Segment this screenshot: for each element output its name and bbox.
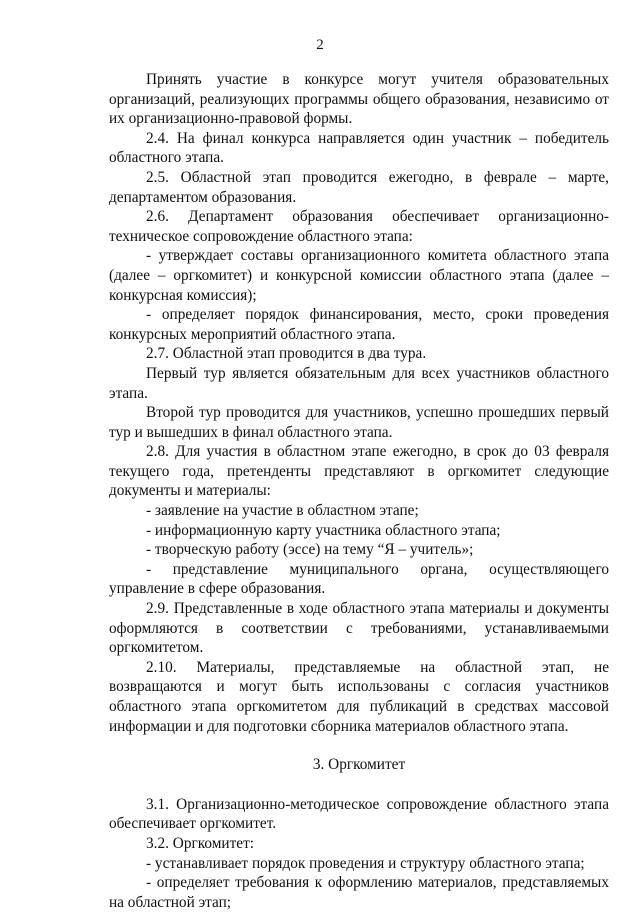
list-item-municipal-submission: - представление муниципального органа, осуществляющего управление в сфере образования. <box>109 560 609 598</box>
paragraph-3-2: 3.2. Оргкомитет: <box>146 834 255 852</box>
paragraph-participation: Принять участие в конкурсе могут учителя образовательных организаций, реализующих программы общего образования, независимо от их организационно-правовой формы. <box>109 71 609 128</box>
paragraph-2-8: 2.8. Для участия в областном этапе ежегодно, в срок до 03 февраля текущего года, претенденты представляют в оргкомитет следующие документы и материалы: <box>109 443 609 500</box>
paragraph-2-7: 2.7. Областной этап проводится в два тура. <box>146 345 427 363</box>
paragraph-2-10: 2.10. Материалы, представляемые на областной этап, не возвращаются и могут быть использованы с согласия участников областного этапа оргкомитетом для публикаций в средствах массовой информации и для подготовки сборника материалов областного этапа. <box>109 658 609 735</box>
section-heading: 3. Оргкомитет <box>312 756 406 774</box>
page-number: 2 <box>316 37 324 53</box>
list-item-approves-committees: - утверждает составы организационного комитета областного этапа (далее – оргкомитет) и конкурсной комиссии областного этапа (далее – конкурсная комиссия); <box>109 247 609 304</box>
list-item-essay: - творческую работу (эссе) на тему “Я – учитель»; <box>146 541 474 559</box>
spacer <box>109 775 609 795</box>
paragraph-second-round: Второй тур проводится для участников, успешно прошедших первый тур и вышедших в финал областного этапа. <box>109 404 609 441</box>
paragraph-2-9: 2.9. Представленные в ходе областного этапа материалы и документы оформляются в соответствии с требованиями, устанавливаемыми оргкомитетом. <box>109 600 609 657</box>
paragraph-3-1: 3.1. Организационно-методическое сопровождение областного этапа обеспечивает оргкомитет. <box>109 795 609 833</box>
list-item-application: - заявление на участие в областном этапе; <box>146 502 419 520</box>
list-item-procedure: - устанавливает порядок проведения и структуру областного этапа; <box>146 854 585 872</box>
spacer <box>109 736 609 755</box>
list-item-financing: - определяет порядок финансирования, место, сроки проведения конкурсных мероприятий областного этапа. <box>109 306 609 343</box>
paragraph-2-5: 2.5. Областной этап проводится ежегодно, в феврале – марте, департаментом образования. <box>109 168 609 206</box>
document-body <box>109 70 609 912</box>
paragraph-first-round: Первый тур является обязательным для всех участников областного этапа. <box>109 364 609 402</box>
list-item-info-card: - информационную карту участника областного этапа; <box>146 521 501 539</box>
paragraph-2-4: 2.4. На финал конкурса направляется один участник – победитель областного этапа. <box>109 129 609 167</box>
list-item-requirements: - определяет требования к оформлению материалов, представляемых на областной этап; <box>109 874 609 911</box>
paragraph-2-6: 2.6. Департамент образования обеспечивает организационно-техническое сопровождение областного этапа: <box>109 208 609 245</box>
